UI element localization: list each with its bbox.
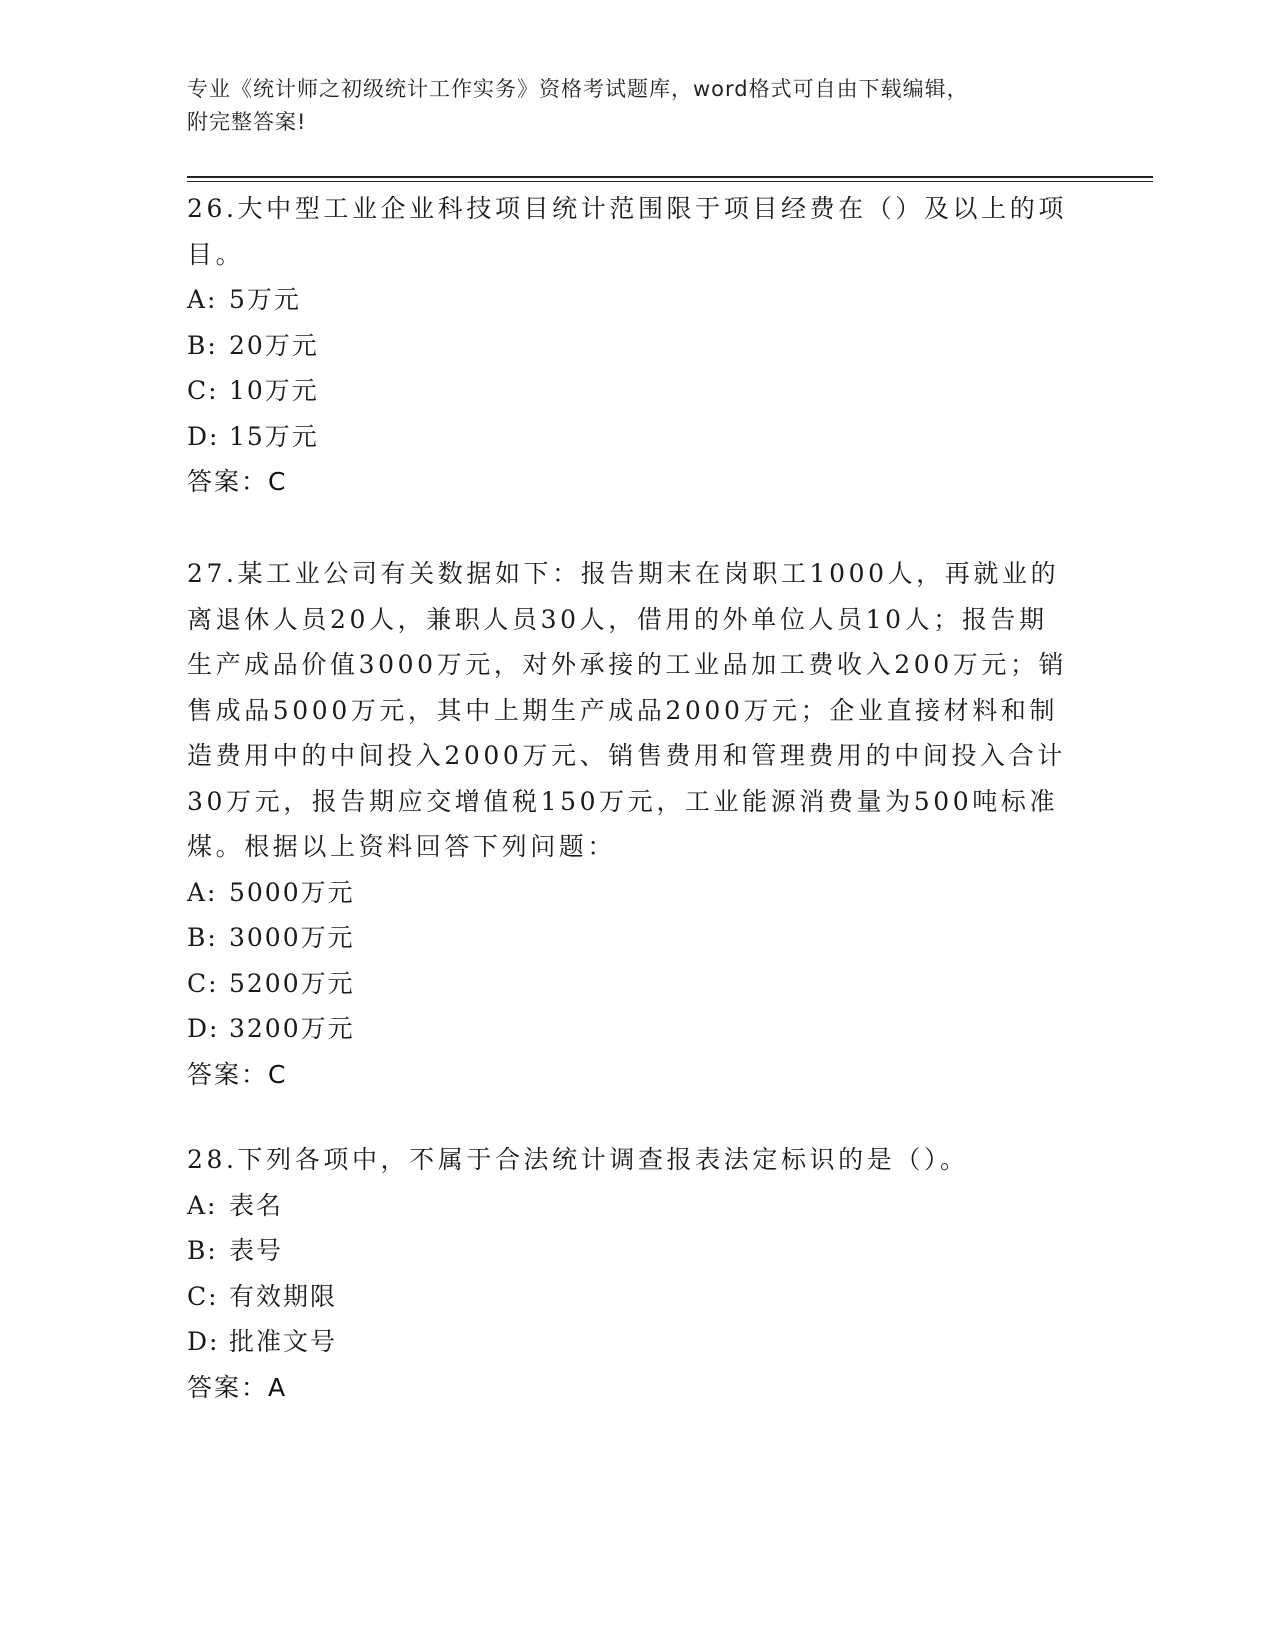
option-text: 5万元 <box>229 285 301 314</box>
question-27 <box>187 551 1077 1097</box>
question-text-line: 售成品5000万元，其中上期生产成品2000万元；企业直接材料和制 <box>187 695 1059 725</box>
option-text: 3000万元 <box>229 923 355 952</box>
header-divider-thin <box>187 181 1153 182</box>
option-text: 20万元 <box>229 330 319 360</box>
option-d <box>187 414 1077 460</box>
option-b <box>187 323 1077 369</box>
option-letter: A: <box>187 1190 218 1220</box>
question-text-line: 生产成品价值3000万元，对外承接的工业品加工费收入200万元；销 <box>187 650 1068 679</box>
option-text: 3200万元 <box>229 1014 355 1043</box>
option-text: 10万元 <box>229 376 319 405</box>
option-c <box>187 1274 1077 1320</box>
option-letter: A: <box>187 285 218 314</box>
question-text-line: 煤。根据以上资料回答下列问题： <box>187 832 617 861</box>
header-line-2: 附完整答案! <box>187 110 307 134</box>
option-a <box>187 277 1077 323</box>
option-text: 表号 <box>229 1236 284 1265</box>
option-letter: B: <box>187 1236 218 1265</box>
option-letter: C: <box>187 1281 219 1311</box>
option-text: 批准文号 <box>229 1327 338 1356</box>
option-text: 5200万元 <box>229 968 355 998</box>
option-letter: C: <box>187 968 219 998</box>
question-text-line: 目。 <box>187 239 245 269</box>
option-letter: D: <box>187 1327 220 1356</box>
option-b <box>187 1228 1077 1274</box>
option-c <box>187 368 1077 414</box>
option-d <box>187 1319 1077 1365</box>
option-a <box>187 870 1077 916</box>
option-b <box>187 915 1077 961</box>
option-letter: A: <box>187 877 218 907</box>
option-letter: B: <box>187 923 218 952</box>
question-26 <box>187 186 1077 505</box>
answer-line: 答案：A <box>187 1372 288 1402</box>
option-letter: C: <box>187 376 219 405</box>
question-text-line: 28.下列各项中，不属于合法统计调查报表法定标识的是（）。 <box>187 1145 969 1174</box>
answer-line: 答案：C <box>187 1059 288 1089</box>
option-text: 5000万元 <box>229 877 355 907</box>
option-text: 表名 <box>229 1190 284 1220</box>
option-letter: D: <box>187 421 220 451</box>
option-letter: D: <box>187 1014 220 1043</box>
option-d <box>187 1006 1077 1052</box>
question-text-line: 27.某工业公司有关数据如下：报告期末在岗职工1000人，再就业的 <box>187 559 1060 588</box>
option-text: 15万元 <box>229 421 319 451</box>
question-text-line: 26.大中型工业企业科技项目统计范围限于项目经费在（）及以上的项 <box>187 194 1067 223</box>
document-header <box>187 73 1067 139</box>
header-divider-thick <box>187 176 1153 178</box>
question-28 <box>187 1137 1077 1410</box>
answer-line: 答案：C <box>187 467 288 496</box>
question-text-line: 造费用中的中间投入2000万元、销售费用和管理费用的中间投入合计 <box>187 741 1066 770</box>
question-text-line: 离退休人员20人，兼职人员30人，借用的外单位人员10人；报告期 <box>187 604 1048 634</box>
option-a <box>187 1183 1077 1229</box>
option-letter: B: <box>187 330 218 360</box>
question-text-line: 30万元，报告期应交增值税150万元，工业能源消费量为500吨标准 <box>187 786 1059 816</box>
option-text: 有效期限 <box>229 1281 338 1311</box>
header-line-1: 专业《统计师之初级统计工作实务》资格考试题库，word格式可自由下载编辑， <box>187 77 969 101</box>
option-c <box>187 961 1077 1007</box>
